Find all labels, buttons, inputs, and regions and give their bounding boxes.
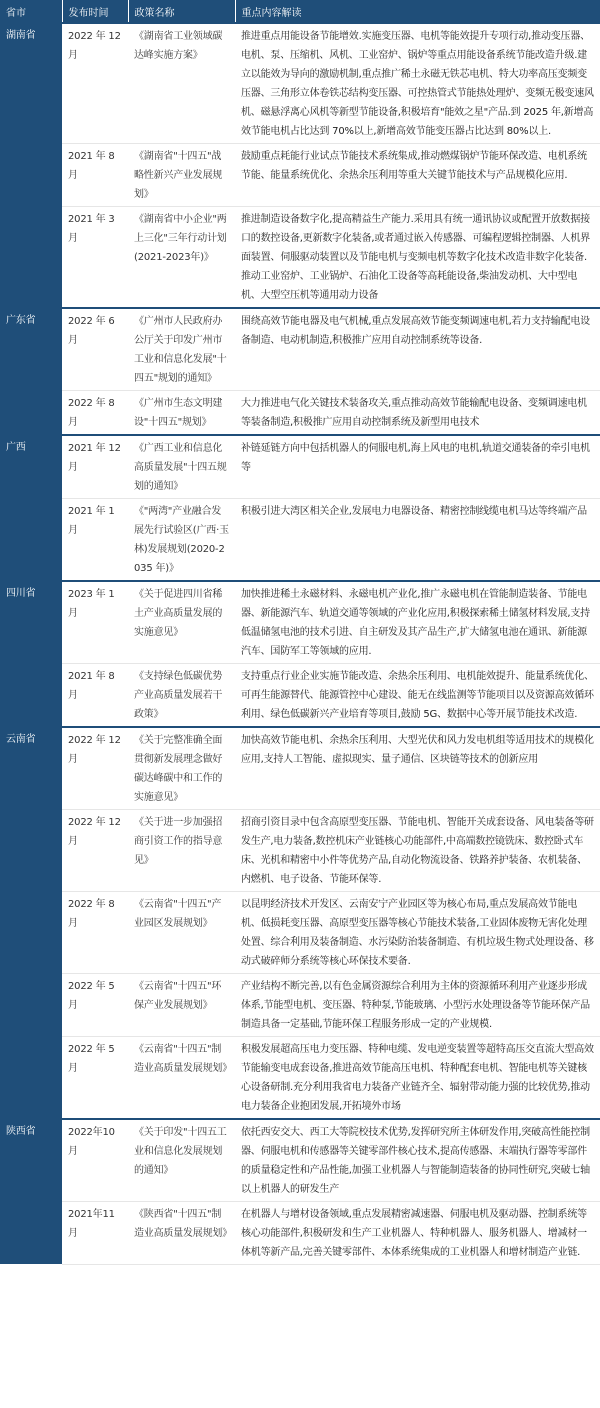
table-row (0, 391, 600, 436)
policy-cell: 《湖南省中小企业"两上三化"三年行动计划(2021-2023年)》 (128, 207, 235, 309)
date-cell: 2023 年 1 月 (62, 581, 128, 664)
table-row (0, 435, 600, 499)
content-cell: 积极引进大湾区相关企业,发展电力电器设备、精密控制线缆电机马达等终端产品 (235, 499, 600, 582)
date-cell: 2021年11月 (62, 1202, 128, 1265)
table-header-row (0, 0, 600, 23)
date-cell: 2021 年 3 月 (62, 207, 128, 309)
date-cell: 2022 年 12 月 (62, 810, 128, 892)
header-policy: 政策名称 (128, 0, 235, 23)
policy-cell: 《广州市生态文明建设"十四五"规划》 (128, 391, 235, 436)
content-cell: 在机器人与增材设备领域,重点发展精密减速器、伺服电机及驱动器、控制系统等核心功能部件,积极研发和生产工业机器人、特种机器人、服务机器人、增减材一体机等新产品,完善关键零部件、本体系统集成的工业机器人和增材制造产业链. (235, 1202, 600, 1265)
policy-cell: 《"两湾"产业融合发展先行试验区(广西·玉林)发展规划(2020-2035 年)》 (128, 499, 235, 582)
header-province: 省市 (0, 0, 62, 23)
table-row (0, 144, 600, 207)
content-cell: 鼓励重点耗能行业试点节能技术系统集成,推动燃煤锅炉节能环保改造、电机系统节能、能量系统优化、余热余压利用等重大关键节能技术与产品规模化应用. (235, 144, 600, 207)
header-date: 发布时间 (62, 0, 128, 23)
policy-cell: 《关于进一步加强招商引资工作的指导意见》 (128, 810, 235, 892)
policy-cell: 《云南省"十四五"制造业高质量发展规划》 (128, 1037, 235, 1120)
date-cell: 2022 年 6 月 (62, 308, 128, 391)
content-cell: 支持重点行业企业实施节能改造、余热余压利用、电机能效提升、能量系统优化、可再生能源替代、能源管控中心建设、能无在线监测等节能项目以及资源高效循环利用、绿色低碳新兴产业培育等项目,鼓励 5G、数据中心等开展节能技术改造. (235, 664, 600, 728)
policy-cell: 《关于印发"十四五工业和信息化发展规划的通知》 (128, 1119, 235, 1202)
date-cell: 2021 年 1 月 (62, 499, 128, 582)
date-cell: 2022 年 8 月 (62, 391, 128, 436)
policy-cell: 《湖南省工业领域碳达峰实施方案》 (128, 23, 235, 144)
table-row (0, 1037, 600, 1120)
table-row (0, 892, 600, 974)
date-cell: 2022 年 12 月 (62, 727, 128, 810)
date-cell: 2022 年 5 月 (62, 1037, 128, 1120)
header-content: 重点内容解读 (235, 0, 600, 23)
date-cell: 2022 年 8 月 (62, 892, 128, 974)
date-cell: 2022年10月 (62, 1119, 128, 1202)
policy-cell: 《广州市人民政府办公厅关于印发广州市工业和信息化发展"十四五"规划的通知》 (128, 308, 235, 391)
content-cell: 招商引资目录中包含高原型变压器、节能电机、智能开关成套设备、风电装备等研发生产,电力装备,数控机床产业链核心功能部件,中高端数控镜铣床、数控卧式车床、光机和精密中小件等优势产品,自动化物流设备、铁路养护装备、农机装备、内燃机、电子设备、节能环保等. (235, 810, 600, 892)
policy-cell: 《支持绿色低碳优势产业高质量发展若干政策》 (128, 664, 235, 728)
date-cell: 2021 年 8 月 (62, 664, 128, 728)
province-cell: 四川省 (0, 581, 62, 727)
table-row (0, 23, 600, 144)
table-row (0, 207, 600, 309)
province-cell: 广西 (0, 435, 62, 581)
date-cell: 2021 年 8 月 (62, 144, 128, 207)
content-cell: 依托西安交大、西工大等院校技术优势,发挥研究所主体研发作用,突破高性能控制器、伺服电机和传感器等关键零部件核心技术,提高传感器、末端执行器等零部件的质量稳定性和产品性能,加强工业机器人与智能制造装备的协同性研究,突破七轴以上机器人的研发生产 (235, 1119, 600, 1202)
content-cell: 加快高效节能电机、余热余压利用、大型光伏和风力发电机组等适用技术的规模化应用,支持人工智能、虚拟现实、量子通信、区块链等技术的创新应用 (235, 727, 600, 810)
content-cell: 以昆明经济技术开发区、云南安宁产业园区等为核心布局,重点发展高效节能电机、低损耗变压器、高原型变压器等核心节能技术装备,工业固体废物无害化处理处置、综合利用及装备制造、水污染防治装备制造、有机垃圾生物式处理设备、移动式破碎师分系统等核心环保技术要备. (235, 892, 600, 974)
content-cell: 积极发展超高压电力变压器、特种电缆、发电逆变装置等超特高压交直流大型高效节能输变电成套设备,推进高效节能高压电机、特种配套电机、智能电机等关键核心设备研制.充分利用我省电力装备产业链齐全、辐射带动能力强的比较优势,推动电力装备企业抱团发展,开拓境外市场 (235, 1037, 600, 1120)
policy-cell: 《湖南省"十四五"战略性新兴产业发展规划》 (128, 144, 235, 207)
table-row (0, 1202, 600, 1265)
policy-cell: 《云南省"十四五"产业园区发展规划》 (128, 892, 235, 974)
date-cell: 2021 年 12 月 (62, 435, 128, 499)
policy-cell: 《关于促进四川省稀土产业高质量发展的实施意见》 (128, 581, 235, 664)
policy-cell: 《陕西省"十四五"制造业高质量发展规划》 (128, 1202, 235, 1265)
content-cell: 推进重点用能设备节能增效.实施变压器、电机等能效提升专项行动,推动变压器、电机、泵、压缩机、风机、工业窑炉、锅炉等重点用能设备系统节能改造升级.建立以能效为导向的激励机制,重点推广稀土永磁无铁芯电机、特大功率高压变频变压器、三角形立体卷铁芯结构变压器、可控热管式节能热处理炉、变频无极变速风机、磁悬浮离心风机等新型节能设备,积极培育"能效之星"产品.到 2025 年,新增高效节能电机占比达到 70%以上,新增高效节能变压器占比达到 80%以上. (235, 23, 600, 144)
table-row (0, 581, 600, 664)
province-cell: 广东省 (0, 308, 62, 435)
table-row (0, 727, 600, 810)
table-row (0, 499, 600, 582)
table-row (0, 974, 600, 1037)
province-cell: 湖南省 (0, 23, 62, 308)
content-cell: 产业结构不断完善,以有色金属资源综合利用为主体的资源循环利用产业逐步形成体系,节能型电机、变压器、特种泵,节能玻璃、小型污水处理设备等节能环保产品制造具备一定基础,节能环保工程服务形成一定的产业规模. (235, 974, 600, 1037)
content-cell: 围绕高效节能电器及电气机械,重点发展高效节能变频调速电机,若力支持输配电设备制造、电动机制造,积极推广应用自动控制系统等设备. (235, 308, 600, 391)
province-cell: 云南省 (0, 727, 62, 1119)
policy-cell: 《广西工业和信息化高质量发展"十四五规划的通知》 (128, 435, 235, 499)
table-row (0, 308, 600, 391)
content-cell: 加快推进稀土永磁材料、永磁电机产业化,推广永磁电机在管能制造装备、节能电器、新能源汽车、轨道交通等领域的产业化应用,积极探索稀土储氢材料发展,支持低温储氢电池的技术引进、自主研发及其产品生产,扩大储氢电池在通讯、新能源汽车、国防军工等领域的应用. (235, 581, 600, 664)
content-cell: 补链延链方向中包括机器人的伺服电机,海上风电的电机,轨道交通装备的牵引电机等 (235, 435, 600, 499)
content-cell: 大力推进电气化关键技术装备攻关,重点推动高效节能输配电设备、变频调速电机等装备制造,积极推广应用自动控制系统及新型用电技术 (235, 391, 600, 436)
province-cell: 陕西省 (0, 1119, 62, 1265)
policy-cell: 《关于完整准确全面贯彻新发展理念做好碳达峰碳中和工作的实施意见》 (128, 727, 235, 810)
date-cell: 2022 年 5 月 (62, 974, 128, 1037)
content-cell: 推进制造设备数字化,提高精益生产能力.采用具有统一通讯协议或配置开放数据接口的数控设备,更新数字化装备,或者通过嵌入传感器、可编程逻辑控制器、人机界面装置、伺服驱动装置以及节能电机与变频电机等数字化技术改造非数字化装备.推动工业窑炉、工业锅炉、石油化工设备等高耗能设备,柴油发动机、大中型电机、大型空压机等通用动力设备 (235, 207, 600, 309)
date-cell: 2022 年 12 月 (62, 23, 128, 144)
table-row (0, 810, 600, 892)
table-row (0, 1119, 600, 1202)
policy-cell: 《云南省"十四五"环保产业发展规划》 (128, 974, 235, 1037)
table-row (0, 664, 600, 728)
